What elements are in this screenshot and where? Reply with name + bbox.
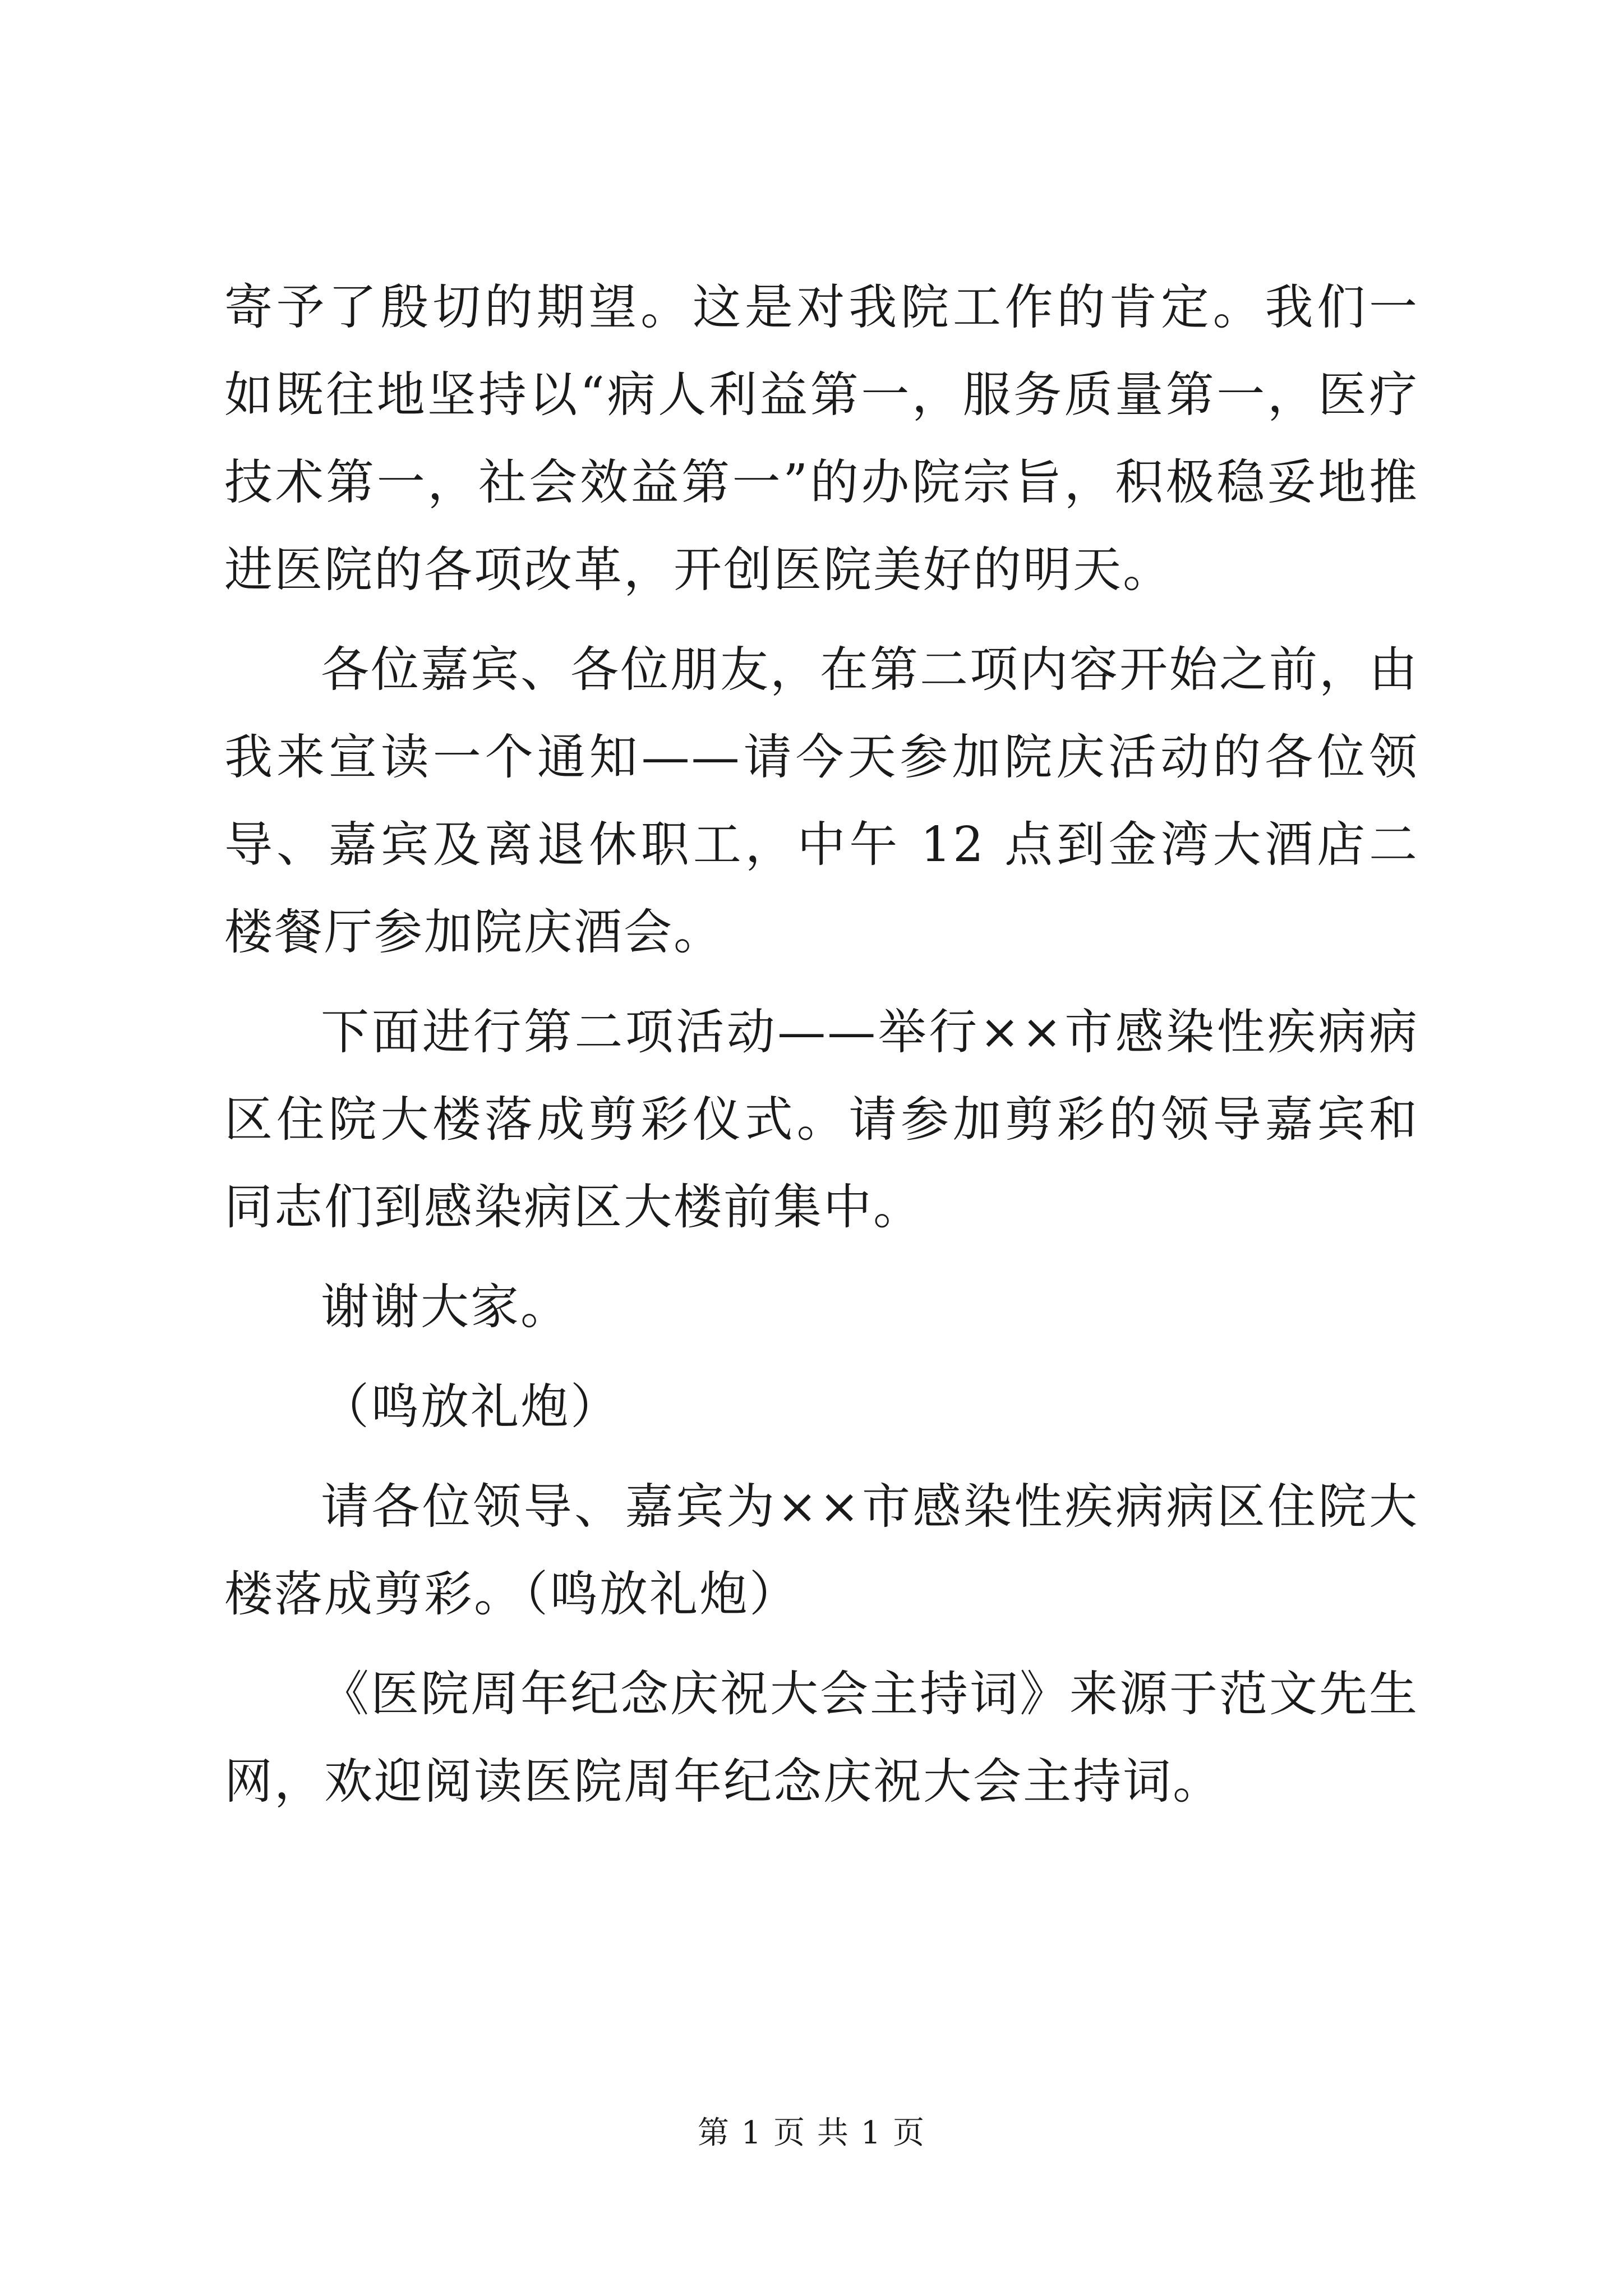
paragraph-source: 《医院周年纪念庆祝大会主持词》来源于范文先生网，欢迎阅读医院周年纪念庆祝大会主持词。 [224,1666,1419,1810]
paragraph-continuation: 寄予了殷切的期望。这是对我院工作的肯定。我们一如既往地坚持以“病人利益第一，服务质量第一，医疗技术第一，社会效益第一”的办院宗旨，积极稳妥地推进医院的各项改革，开创医院美好的明天。 [224,279,1419,598]
paragraph-salute-note: （鸣放礼炮） [321,1379,620,1435]
page-number-footer: 第 1 页 共 1 页 [697,2115,926,2151]
paragraph-second-activity: 下面进行第二项活动——举行××市感染性疾病病区住院大楼落成剪彩仪式。请参加剪彩的领导嘉宾和同志们到感染病区大楼前集中。 [224,1004,1419,1235]
paragraph-thanks: 谢谢大家。 [321,1279,570,1335]
paragraph-ribbon-cutting: 请各位领导、嘉宾为××市感染性疾病病区住院大楼落成剪彩。（鸣放礼炮） [224,1479,1419,1622]
document-body [224,264,1419,1838]
paragraph-notice: 各位嘉宾、各位朋友，在第二项内容开始之前，由我来宣读一个通知——请今天参加院庆活动的各位领导、嘉宾及离退休职工，中午 12 点到金湾大酒店二楼餐厅参加院庆酒会。 [224,642,1419,960]
